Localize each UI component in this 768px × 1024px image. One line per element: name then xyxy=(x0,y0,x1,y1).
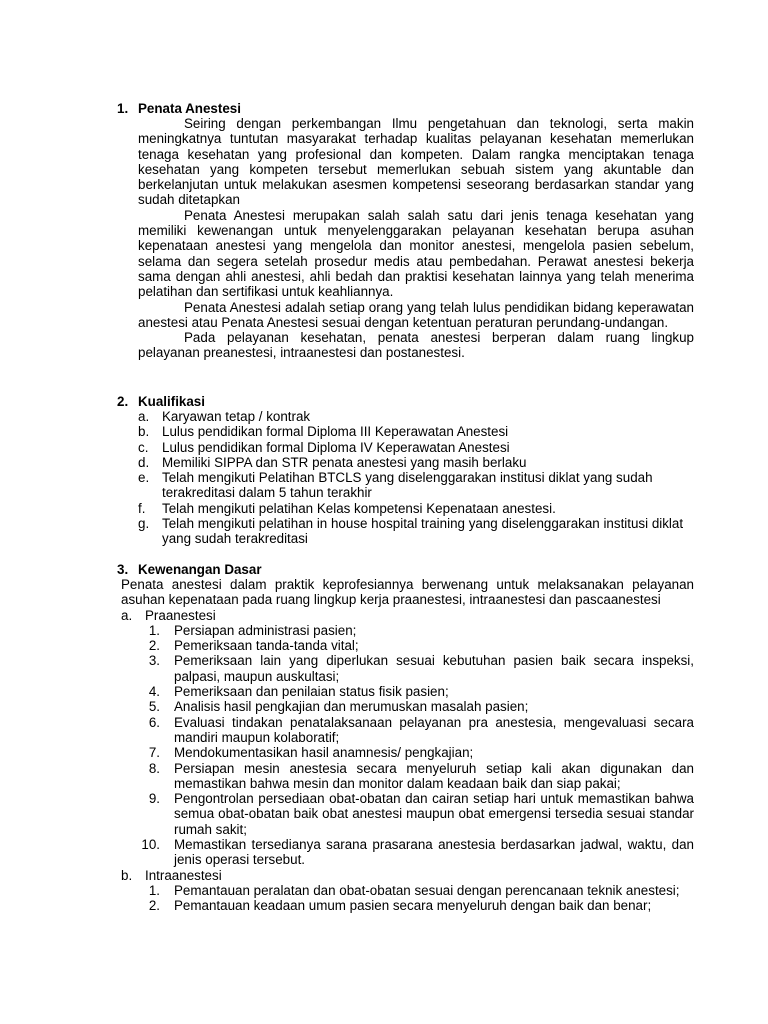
list-label: 2. xyxy=(148,898,160,914)
list-text: Pemantauan keadaan umum pasien secara menyeluruh dengan baik dan benar; xyxy=(174,898,652,914)
list-text: Karyawan tetap / kontrak xyxy=(162,409,311,424)
list-text: Pemantauan peralatan dan obat-obatan sesuai dengan perencanaan teknik anestesi; xyxy=(174,882,680,898)
list-item xyxy=(0,623,768,638)
list-label: e. xyxy=(138,470,150,486)
subsection-title: Intraanestesi xyxy=(145,867,222,883)
list-item xyxy=(0,699,768,714)
list-label: 6. xyxy=(148,714,160,730)
section-intro: Penata anestesi dalam praktik keprofesiannya berwenang untuk melaksanakan pelayanan asuhan kepenataan pada ruang lingkup kerja praanestesi, intraanestesi dan pascaanestesi xyxy=(121,577,694,608)
subsection-heading xyxy=(0,868,768,883)
list-text: Telah mengikuti pelatihan in house hospital training yang diselenggarakan institusi diklat yang sudah terakreditasi xyxy=(162,516,684,547)
list-item xyxy=(0,409,768,424)
list-text: Persiapan mesin anestesia secara menyeluruh setiap kali akan digunakan dan memastikan bahwa mesin dan monitor dalam keadaan baik dan siap pakai; xyxy=(174,760,694,791)
list-item xyxy=(0,516,768,547)
list-item xyxy=(0,455,768,470)
list-text: Lulus pendidikan formal Diploma IV Keperawatan Anestesi xyxy=(162,439,510,455)
intraanestesi-list xyxy=(0,883,768,914)
list-text: Mendokumentasikan hasil anamnesis/ pengkajian; xyxy=(174,745,474,761)
subsection-heading xyxy=(0,608,768,623)
section-penata-anestesi xyxy=(0,101,768,361)
section-title: Kualifikasi xyxy=(138,394,205,409)
list-label: g. xyxy=(138,516,150,532)
paragraph: Seiring dengan perkembangan Ilmu pengetahuan dan teknologi, serta makin meningkatnya tuntutan masyarakat terhadap kualitas pelayanan kesehatan memerlukan tenaga kesehatan yang profesional dan kompeten. Dalam rangka menciptakan tenaga kesehatan yang kompeten tersebut memerlukan sebuah sistem yang akuntable dan berkelanjutan untuk melakukan asesmen kompetensi seseorang berdasarkan standar yang sudah ditetapkan xyxy=(138,116,694,208)
list-label: c. xyxy=(138,439,149,455)
subsection-label: b. xyxy=(121,867,133,883)
list-item xyxy=(0,898,768,913)
list-text: Telah mengikuti Pelatihan BTCLS yang diselenggarakan institusi diklat yang sudah terakreditasi dalam 5 tahun terakhir xyxy=(162,470,653,501)
section-title: Kewenangan Dasar xyxy=(138,562,262,577)
list-item xyxy=(0,837,768,868)
paragraph: Pada pelayanan kesehatan, penata anestesi berperan dalam ruang lingkup pelayanan preanestesi, intraanestesi dan postanestesi. xyxy=(138,330,694,361)
list-item xyxy=(0,424,768,439)
section-heading xyxy=(0,101,768,116)
list-item xyxy=(0,470,768,501)
list-text: Pemeriksaan dan penilaian status fisik pasien; xyxy=(174,684,449,700)
list-label: 4. xyxy=(148,684,160,700)
section-number: 2. xyxy=(117,394,129,409)
section-kewenangan-dasar xyxy=(0,562,768,914)
subsection-label: a. xyxy=(121,607,133,623)
section-number: 3. xyxy=(117,562,129,577)
list-text: Lulus pendidikan formal Diploma III Keperawatan Anestesi xyxy=(162,424,509,440)
subsection-title: Praanestesi xyxy=(145,607,216,623)
list-label: 5. xyxy=(148,699,160,715)
qualification-list xyxy=(0,409,768,547)
section-title: Penata Anestesi xyxy=(138,101,241,116)
list-text: Analisis hasil pengkajian dan merumuskan masalah pasien; xyxy=(174,699,529,715)
section-kualifikasi xyxy=(0,394,768,547)
list-label: b. xyxy=(138,424,150,440)
paragraph: Penata Anestesi adalah setiap orang yang telah lulus pendidikan bidang keperawatan anestesi atau Penata Anestesi sesuai dengan ketentuan peraturan perundang-undangan. xyxy=(138,299,694,330)
list-text: Pemeriksaan lain yang diperlukan sesuai kebutuhan pasien baik secara inspeksi, palpasi, maupun auskultasi; xyxy=(174,653,694,684)
section-heading xyxy=(0,562,768,577)
list-item xyxy=(0,761,768,792)
list-text: Evaluasi tindakan penatalaksanaan pelayanan pra anestesia, mengevaluasi secara mandiri maupun kolaboratif; xyxy=(174,714,694,745)
list-text: Telah mengikuti pelatihan Kelas kompetensi Kepenataan anestesi. xyxy=(162,500,556,516)
list-item xyxy=(0,638,768,653)
list-item xyxy=(0,501,768,516)
list-label: 2. xyxy=(148,638,160,654)
list-item xyxy=(0,791,768,837)
list-item xyxy=(0,883,768,898)
list-text: Pengontrolan persediaan obat-obatan dan cairan setiap hari untuk memastikan bahwa semua obat-obatan baik obat anestesi maupun obat emergensi tersedia sesuai standar rumah sakit; xyxy=(174,791,694,837)
list-label: 8. xyxy=(148,760,160,776)
section-number: 1. xyxy=(117,101,129,116)
list-label: d. xyxy=(138,454,150,470)
list-text: Memiliki SIPPA dan STR penata anestesi yang masih berlaku xyxy=(162,454,527,470)
list-item xyxy=(0,684,768,699)
list-text: Pemeriksaan tanda-tanda vital; xyxy=(174,638,359,654)
list-label: 10. xyxy=(141,837,160,853)
paragraph: Penata Anestesi merupakan salah salah satu dari jenis tenaga kesehatan yang memiliki kewenangan untuk menyelenggarakan pelayanan kesehatan berupa asuhan kepenataan anestesi yang mengelola dan monitor anestesi, mengelola pasien sebelum, selama dan segera setelah prosedur medis atau pembedahan. Perawat anestesi bekerja sama dengan ahli anestesi, ahli bedah dan praktisi kesehatan lainnya yang telah menerima pelatihan dan sertifikasi untuk keahliannya. xyxy=(138,207,694,300)
list-item xyxy=(0,440,768,455)
list-text: Memastikan tersedianya sarana prasarana anestesia berdasarkan jadwal, waktu, dan jenis operasi tersebut. xyxy=(174,837,694,868)
list-text: Persiapan administrasi pasien; xyxy=(174,622,357,638)
list-label: 3. xyxy=(148,653,160,669)
section-heading xyxy=(0,394,768,409)
list-label: 1. xyxy=(148,882,160,898)
list-item xyxy=(0,653,768,684)
list-label: a. xyxy=(138,409,150,424)
list-item xyxy=(0,745,768,760)
list-label: 1. xyxy=(148,622,160,638)
list-item xyxy=(0,715,768,746)
praanestesi-list xyxy=(0,623,768,868)
list-label: 7. xyxy=(148,745,160,761)
list-label: 9. xyxy=(148,791,160,807)
list-label: f. xyxy=(138,500,146,516)
